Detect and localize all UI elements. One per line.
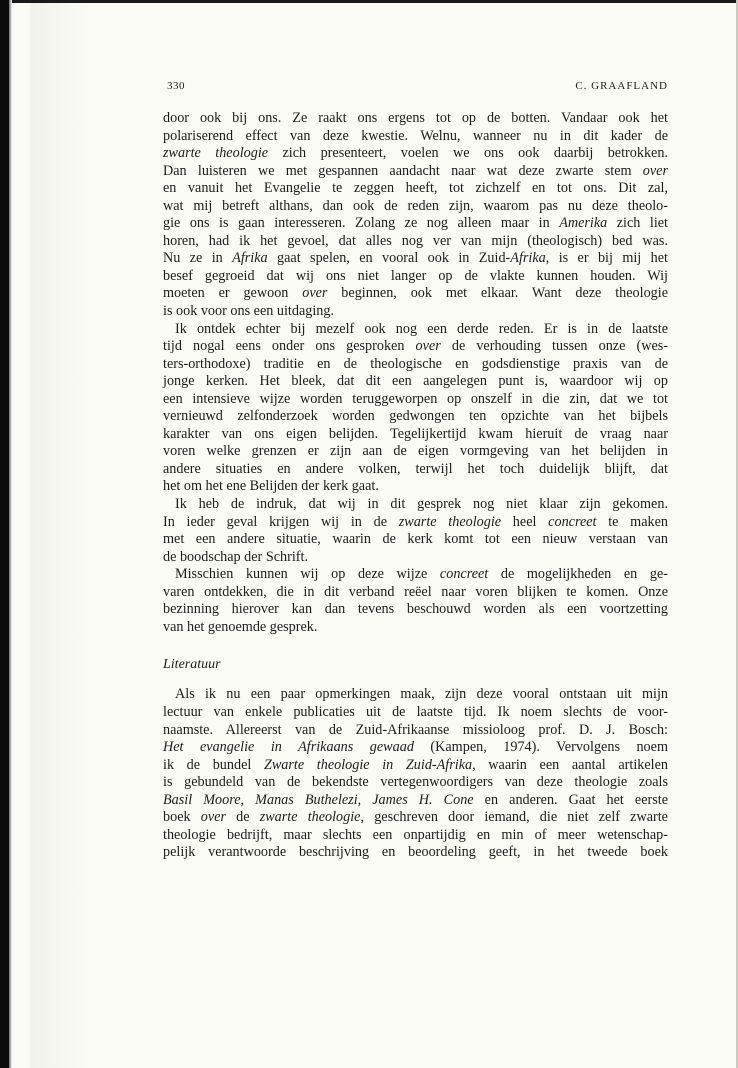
text-line: voren welke grenzen er zijn aan de eigen vormgeving van het belijden in xyxy=(163,443,668,460)
scan-edge-shadow xyxy=(9,0,12,1068)
text-line: lectuur van enkele publicaties uit de laatste tijd. Ik noem slechts de voor- xyxy=(163,703,668,720)
text-line: wat mij betreft althans, dan ook de reden zijn, waarom pas nu deze theolo- xyxy=(163,197,668,214)
text-line: tijd nogal eens onder ons gesproken over de verhouding tussen onze (wes- xyxy=(163,338,668,355)
text-line: karakter van ons eigen belijden. Tegelijkertijd kwam hieruit de vraag naar xyxy=(163,425,668,442)
text-line: Het evangelie in Afrikaans gewaad (Kampen, 1974). Vervolgens noem xyxy=(163,739,668,756)
text-line: Nu ze in Afrika gaat spelen, en vooral ook in Zuid-Afrika, is er bij mij het xyxy=(163,250,668,267)
scan-left-edge xyxy=(0,0,9,1068)
body-text xyxy=(163,110,668,862)
text-line: Misschien kunnen wij op deze wijze concreet de mogelijkheden en ge- xyxy=(175,566,668,583)
text-line: de boodschap der Schrift. xyxy=(163,548,308,565)
text-line: het om het ene Belijden der kerk gaat. xyxy=(163,478,379,495)
text-line: Ik ontdek echter bij mezelf ook nog een derde reden. Er is in de laatste xyxy=(175,320,668,337)
text-line: besef gegroeid dat wij ons niet langer op de vlakte kunnen houden. Wij xyxy=(163,267,668,284)
text-line: met een andere situatie, waarin de kerk komt tot een nieuw verstaan van xyxy=(163,531,668,548)
text-line: pelijk verantwoorde beschrijving en beoordeling geeft, in het tweede boek xyxy=(163,844,668,861)
page-number: 330 xyxy=(167,80,185,92)
text-line: zwarte theologie zich presenteert, voelen we ons ook daarbij betrokken. xyxy=(163,145,668,162)
text-line: Ik heb de indruk, dat wij in dit gesprek nog niet klaar zijn gekomen. xyxy=(175,496,668,513)
text-line: jonge kerken. Het bleek, dat dit een aangelegen punt is, waardoor wij op xyxy=(163,373,668,390)
text-line: horen, had ik het gevoel, dat alles nog ver van mijn (theologisch) bed was. xyxy=(163,232,668,249)
text-line: naamste. Allereerst van de Zuid-Afrikaanse missioloog prof. D. J. Bosch: xyxy=(163,721,668,738)
text-line: is gebundeld van de bekendste vertegenwoordigers van deze theologie zoals xyxy=(163,774,668,791)
book-page xyxy=(163,78,668,862)
text-line: Als ik nu een paar opmerkingen maak, zijn deze vooral ontstaan uit mijn xyxy=(175,686,668,703)
text-line: ik de bundel Zwarte theologie in Zuid-Afrika, waarin een aantal artikelen xyxy=(163,756,668,773)
text-line: Dan luisteren we met gespannen aandacht naar wat deze zwarte stem over xyxy=(163,162,668,179)
page-bleed-shade xyxy=(30,0,90,1068)
text-line: een intensieve wijze worden teruggeworpen op onszelf in die zin, dat we tot xyxy=(163,390,668,407)
section-heading: Literatuur xyxy=(163,657,221,673)
text-line: polariserend effect van deze kwestie. Welnu, wanneer nu in dit kader de xyxy=(163,127,668,144)
running-head-author: C. GRAAFLAND xyxy=(575,80,668,92)
text-line: Basil Moore, Manas Buthelezi, James H. Cone en anderen. Gaat het eerste xyxy=(163,791,668,808)
section-gap xyxy=(163,636,668,654)
text-line: van het genoemde gesprek. xyxy=(163,618,318,635)
text-line: gie ons is gaan interesseren. Zolang ze nog alleen maar in Amerika zich liet xyxy=(163,215,668,232)
literature-body xyxy=(163,686,668,861)
text-line: is ook voor ons een uitdaging. xyxy=(163,303,335,320)
text-line: moeten er gewoon over beginnen, ook met elkaar. Want deze theologie xyxy=(163,285,668,302)
text-line: In ieder geval krijgen wij in de zwarte theologie heel concreet te maken xyxy=(163,513,668,530)
text-line: door ook bij ons. Ze raakt ons ergens tot op de botten. Vandaar ook het xyxy=(163,110,668,126)
text-line: vernieuwd zelfonderzoek worden gedwongen ten opzichte van het bijbels xyxy=(163,408,668,425)
text-line: en vanuit het Evangelie te zeggen heeft, tot zichzelf en tot ons. Dit zal, xyxy=(163,180,668,197)
text-line: ters-orthodoxe) traditie en de theologische en godsdienstige praxis van de xyxy=(163,355,668,372)
scan-top-edge xyxy=(0,0,738,3)
text-line: boek over de zwarte theologie, geschreven door iemand, die niet zelf zwarte xyxy=(163,809,668,826)
text-line: varen ontdekken, die in dit verband reëel naar voren blijken te komen. Onze xyxy=(163,583,668,600)
section-body xyxy=(163,110,668,636)
text-line: andere situaties en andere volken, terwijl het toch duidelijk blijft, dat xyxy=(163,460,668,477)
running-head xyxy=(163,78,668,98)
text-line: bezinning hierover kan dan tevens beschouwd worden als een voortzetting xyxy=(163,601,668,618)
text-line: theologie bedrijft, maar slechts een onpartijdig en min of meer wetenschap- xyxy=(163,826,668,843)
